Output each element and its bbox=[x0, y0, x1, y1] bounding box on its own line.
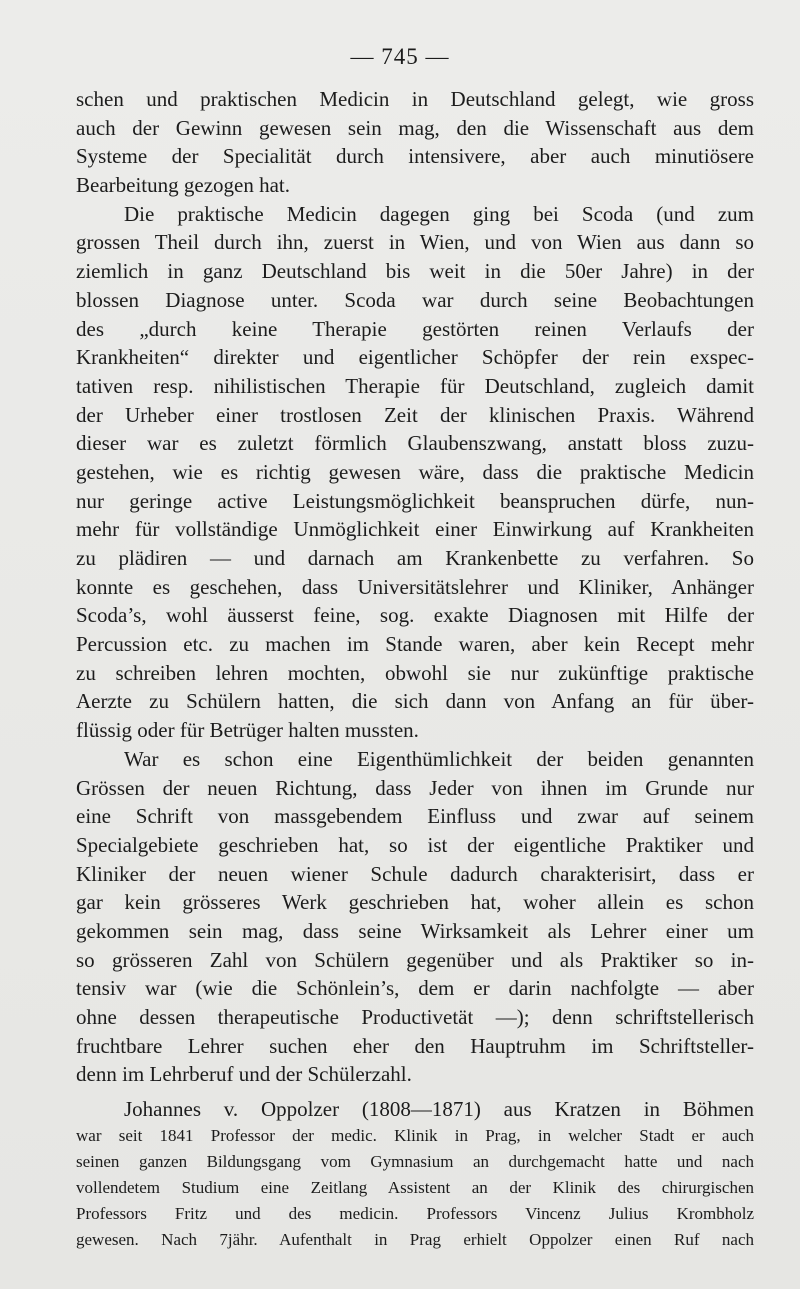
text-line: auch der Gewinn gewesen sein mag, den die Wissenschaft aus dem bbox=[76, 115, 754, 140]
paragraph-3 bbox=[76, 745, 754, 1089]
text-line: Die praktische Medicin dagegen ging bei Scoda (und zum bbox=[124, 201, 754, 226]
text-line: Percussion etc. zu machen im Stande waren, aber kein Recept mehr bbox=[76, 632, 754, 657]
text-line: der Urheber einer trostlosen Zeit der klinischen Praxis. Während bbox=[76, 402, 754, 427]
text-line: Aerzte zu Schülern hatten, die sich dann von Anfang an für über- bbox=[76, 689, 754, 714]
biography-lead-line: Johannes v. Oppolzer (1808—1871) aus Kratzen in Böhmen bbox=[124, 1097, 754, 1122]
small-text-line: gewesen. Nach 7jähr. Aufenthalt in Prag erhielt Oppolzer einen Ruf nach bbox=[76, 1230, 754, 1250]
text-line: so grösseren Zahl von Schülern gegenüber und als Praktiker so in- bbox=[76, 947, 754, 972]
text-line: tativen resp. nihilistischen Therapie für Deutschland, zugleich damit bbox=[76, 373, 754, 398]
text-line: zu schreiben lehren mochten, obwohl sie nur zukünftige praktische bbox=[76, 660, 754, 685]
text-line: denn im Lehrberuf und der Schülerzahl. bbox=[76, 1062, 412, 1087]
small-text-line: vollendetem Studium eine Zeitlang Assistent an der Klinik des chirurgischen bbox=[76, 1178, 754, 1198]
text-line: blossen Diagnose unter. Scoda war durch seine Beobachtungen bbox=[76, 287, 754, 312]
small-text-line: war seit 1841 Professor der medic. Klinik in Prag, in welcher Stadt er auch bbox=[76, 1126, 754, 1146]
text-line: konnte es geschehen, dass Universitätslehrer und Kliniker, Anhänger bbox=[76, 574, 754, 599]
body-text bbox=[76, 85, 754, 1253]
text-line: tensiv war (wie die Schönlein’s, dem er darin nachfolgte — aber bbox=[76, 976, 754, 1001]
page-number: — 745 — bbox=[350, 44, 450, 69]
small-text-line: Professors Fritz und des medicin. Professors Vincenz Julius Krombholz bbox=[76, 1204, 754, 1224]
text-line: Bearbeitung gezogen hat. bbox=[76, 173, 290, 198]
paragraph-2 bbox=[76, 200, 754, 745]
biography-paragraph bbox=[76, 1095, 754, 1253]
text-line: Systeme der Specialität durch intensivere, aber auch minutiösere bbox=[76, 144, 754, 169]
text-line: Krankheiten“ direkter und eigentlicher Schöpfer der rein exspec- bbox=[76, 345, 754, 370]
text-line: zu plädiren — und darnach am Krankenbette zu verfahren. So bbox=[76, 546, 754, 570]
text-line: mehr für vollständige Unmöglichkeit einer Einwirkung auf Krankheiten bbox=[76, 517, 754, 542]
text-line: flüssig oder für Betrüger halten mussten. bbox=[76, 718, 419, 743]
text-line: Kliniker der neuen wiener Schule dadurch charakterisirt, dass er bbox=[76, 861, 754, 886]
text-line: schen und praktischen Medicin in Deutschland gelegt, wie gross bbox=[76, 87, 754, 111]
text-line: War es schon eine Eigenthümlichkeit der beiden genannten bbox=[124, 746, 754, 771]
text-line: des „durch keine Therapie gestörten reinen Verlaufs der bbox=[76, 316, 754, 341]
text-line: gestehen, wie es richtig gewesen wäre, dass die praktische Medicin bbox=[76, 459, 754, 484]
text-line: ohne dessen therapeutische Productivetät —); denn schriftstellerisch bbox=[76, 1005, 754, 1029]
text-line: gekommen sein mag, dass seine Wirksamkeit als Lehrer einer um bbox=[76, 918, 754, 943]
text-line: ziemlich in ganz Deutschland bis weit in die 50er Jahre) in der bbox=[76, 259, 754, 284]
text-line: Scoda’s, wohl äusserst feine, sog. exakte Diagnosen mit Hilfe der bbox=[76, 603, 754, 628]
text-line: gar kein grösseres Werk geschrieben hat, woher allein es schon bbox=[76, 890, 754, 915]
text-line: dieser war es zuletzt förmlich Glaubenszwang, anstatt bloss zuzu- bbox=[76, 431, 754, 456]
text-line: Specialgebiete geschrieben hat, so ist der eigentliche Praktiker und bbox=[76, 832, 754, 857]
text-line: Grössen der neuen Richtung, dass Jeder von ihnen im Grunde nur bbox=[76, 775, 754, 800]
small-text-line: seinen ganzen Bildungsgang vom Gymnasium an durchgemacht hatte und nach bbox=[76, 1152, 754, 1172]
text-line: eine Schrift von massgebendem Einfluss und zwar auf seinem bbox=[76, 804, 754, 829]
paragraph-1 bbox=[76, 85, 754, 200]
text-line: grossen Theil durch ihn, zuerst in Wien, und von Wien aus dann so bbox=[76, 230, 754, 255]
text-line: nur geringe active Leistungsmöglichkeit beanspruchen dürfe, nun- bbox=[76, 488, 754, 513]
text-line: fruchtbare Lehrer suchen eher den Hauptruhm im Schriftsteller- bbox=[76, 1033, 754, 1058]
